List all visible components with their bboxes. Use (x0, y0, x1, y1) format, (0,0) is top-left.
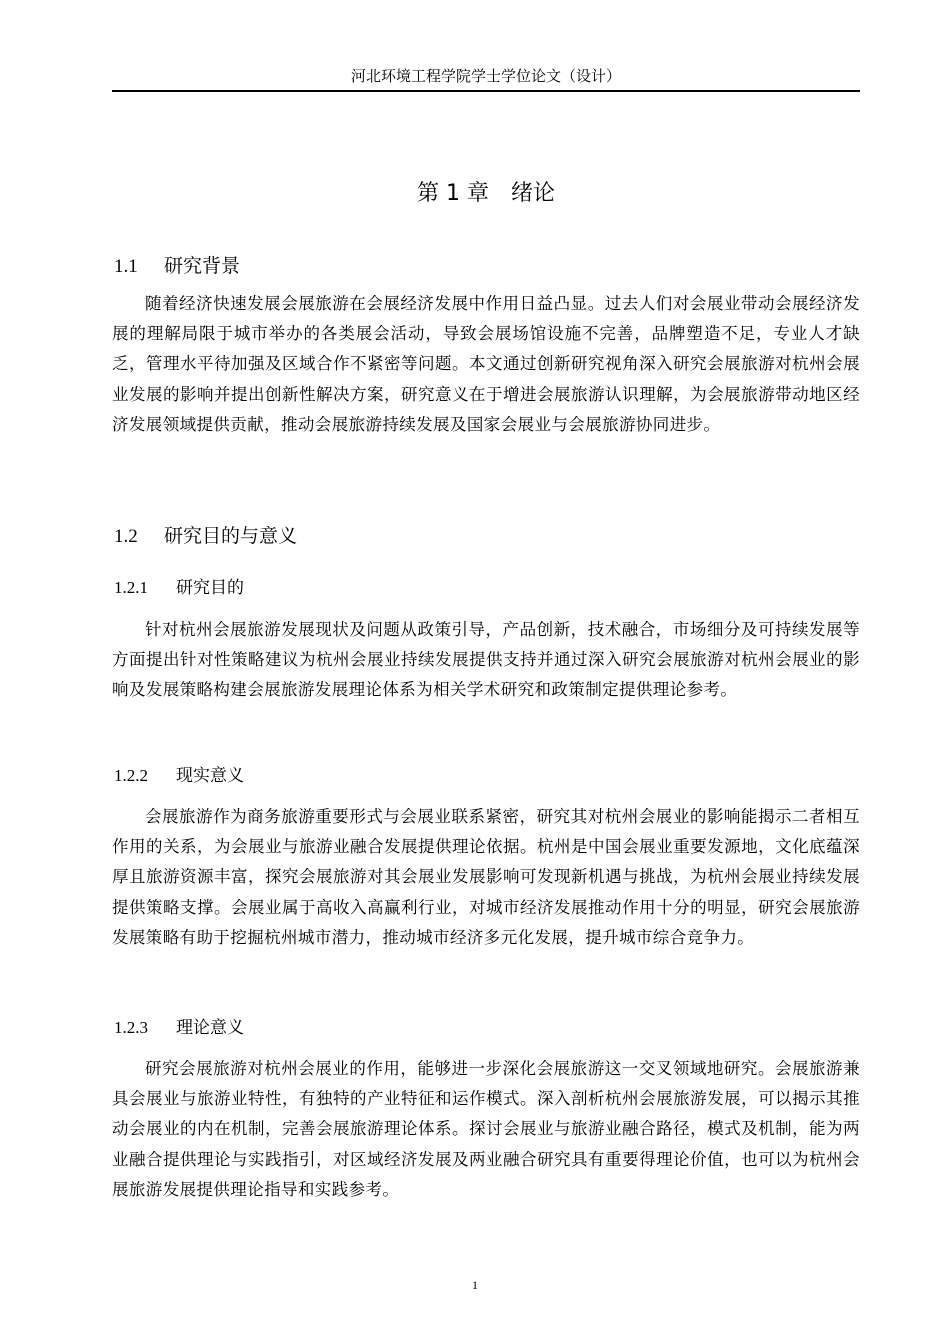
section-title: 理论意义 (176, 1018, 244, 1038)
section-heading-1-2-2 (114, 764, 244, 788)
chapter-title (112, 178, 860, 210)
chapter-number: 第 1 章 (417, 181, 489, 206)
section-number: 1.2.3 (114, 1018, 148, 1037)
paragraph-practical-significance: 会展旅游作为商务旅游重要形式与会展业联系紧密，研究其对杭州会展业的影响能揭示二者相互作用的关系，为会展业与旅游业融合发展提供理论依据。杭州是中国会展业重要发源地，文化底蕴深厚且旅游资源丰富，探究会展旅游对其会展业发展影响可发现新机遇与挑战，为杭州会展业持续发展提供策略支撑。会展业属于高收入高赢利行业，对城市经济发展推动作用十分的明显，研究会展旅游发展策略有助于挖掘杭州城市潜力，推动城市经济多元化发展，提升城市综合竞争力。 (112, 807, 860, 947)
section-number: 1.2.2 (114, 766, 148, 785)
section-number: 1.1 (114, 256, 138, 277)
paragraph-theoretical-significance: 研究会展旅游对杭州会展业的作用，能够进一步深化会展旅游这一交叉领域地研究。会展旅游兼具会展业与旅游业特性，有独特的产业特征和运作模式。深入剖析杭州会展旅游发展，可以揭示其推动会展业的内在机制，完善会展旅游理论体系。探讨会展业与旅游业融合路径，模式及机制，能为两业融合提供理论与实践指引，对区域经济发展及两业融合研究具有重要得理论价值，也可以为杭州会展旅游发展提供理论指导和实践参考。 (112, 1059, 860, 1199)
section-heading-1-2 (114, 523, 297, 550)
section-heading-1-2-3 (114, 1016, 244, 1040)
section-heading-1-2-1 (114, 576, 244, 600)
section-title: 研究背景 (164, 255, 241, 277)
section-number: 1.2 (114, 526, 138, 547)
section-title: 现实意义 (176, 766, 244, 786)
header-text: 河北环境工程学院学士学位论文（设计） (350, 67, 621, 85)
section-number: 1.2.1 (114, 578, 148, 597)
section-heading-1-1 (114, 253, 240, 280)
page-number: 1 (472, 1278, 478, 1292)
page-header (112, 64, 860, 92)
section-title: 研究目的 (176, 578, 244, 598)
section-title: 研究目的与意义 (164, 525, 298, 547)
paragraph-research-purpose: 针对杭州会展旅游发展现状及问题从政策引导，产品创新，技术融合，市场细分及可持续发展等方面提出针对性策略建议为杭州会展业持续发展提供支持并通过深入研究会展旅游对杭州会展业的影响及发展策略构建会展旅游发展理论体系为相关学术研究和政策制定提供理论参考。 (112, 620, 860, 700)
paragraph-research-background: 随着经济快速发展会展旅游在会展经济发展中作用日益凸显。过去人们对会展业带动会展经济发展的理解局限于城市举办的各类展会活动，导致会展场馆设施不完善，品牌塑造不足，专业人才缺乏，管理水平待加强及区域合作不紧密等问题。本文通过创新研究视角深入研究会展旅游对杭州会展业发展的影响并提出创新性解决方案，研究意义在于增进会展旅游认识理解，为会展旅游带动地区经济发展领域提供贡献，推动会展旅游持续发展及国家会展业与会展旅游协同进步。 (112, 294, 860, 434)
chapter-name: 绪论 (510, 181, 555, 206)
